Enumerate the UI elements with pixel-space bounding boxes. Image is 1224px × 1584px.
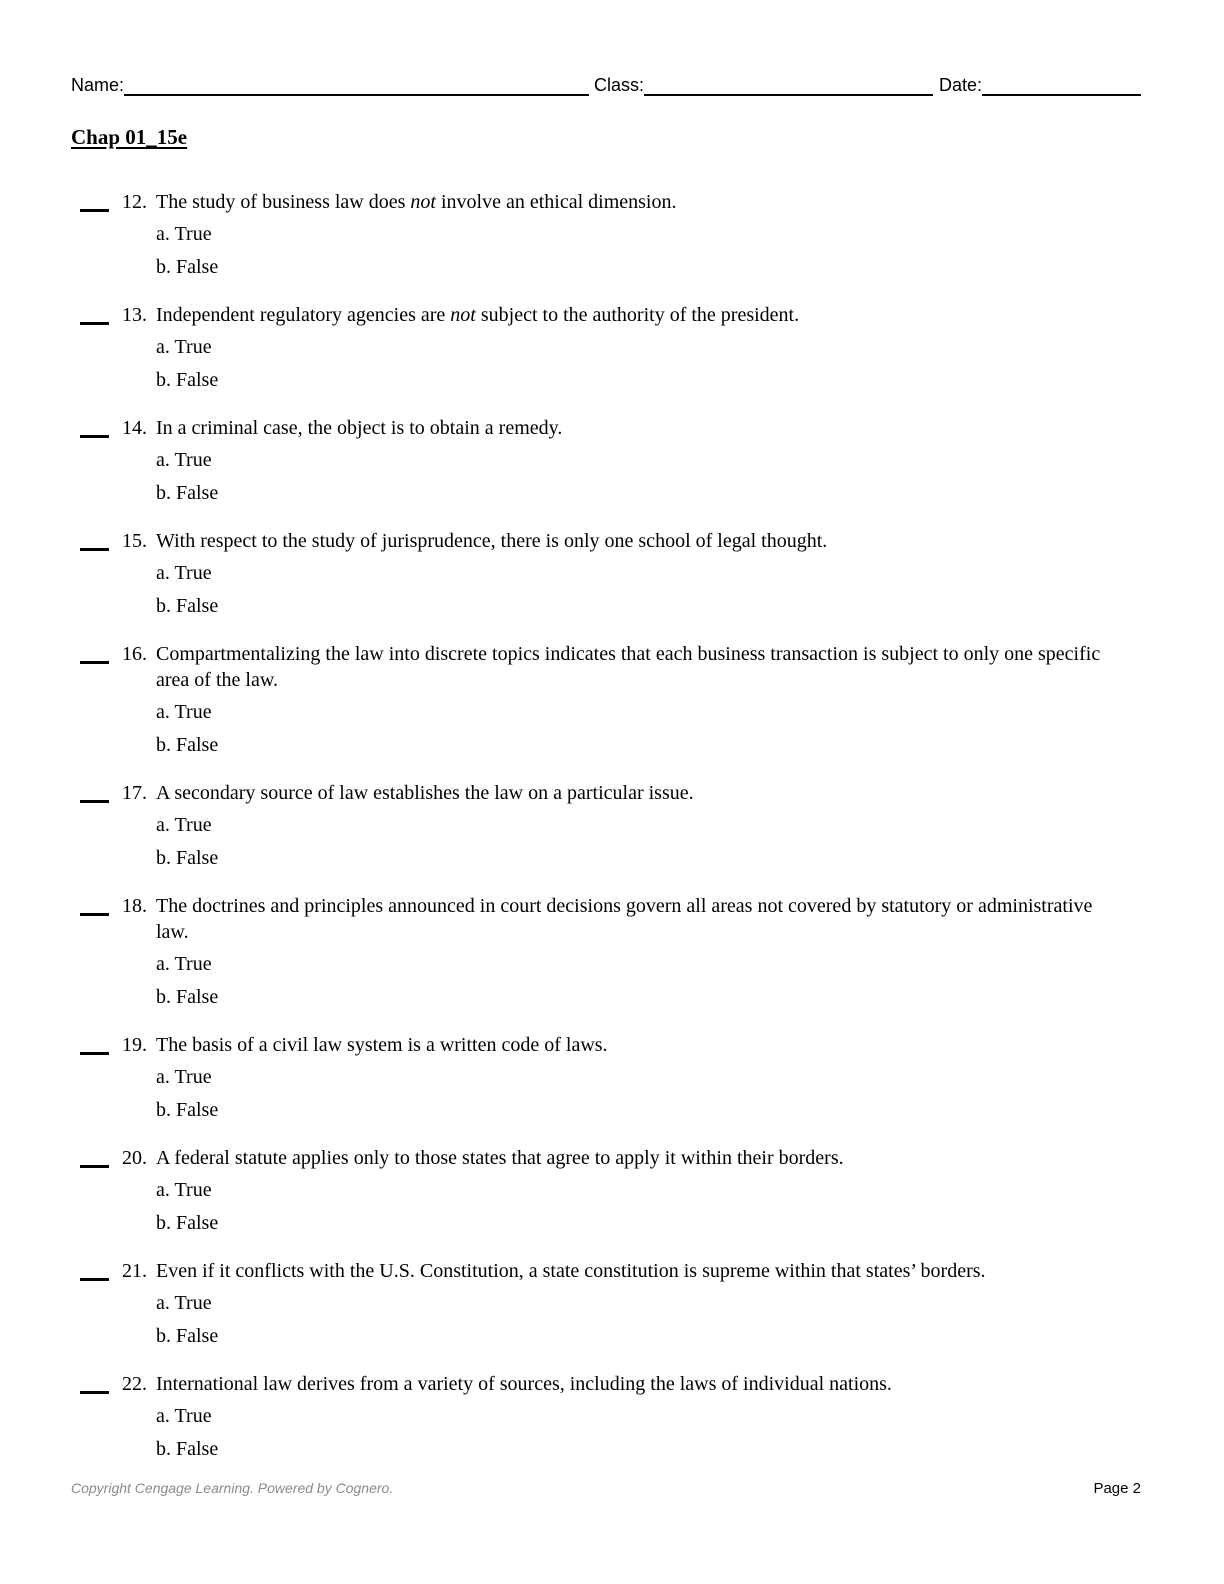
- question-item: [0, 1032, 1224, 1123]
- question-number: 18.: [122, 895, 147, 917]
- question-stem: [122, 528, 1114, 554]
- question-item: [0, 528, 1224, 619]
- question-number: 12.: [122, 191, 147, 213]
- choice-false: b. False: [156, 1438, 219, 1460]
- question-stem: [122, 1371, 1114, 1397]
- choice-true: a. True: [156, 449, 212, 471]
- page-footer: [71, 1480, 1141, 1500]
- question-text-part: The basis of a civil law system is a written code of laws.: [156, 1034, 608, 1056]
- question-item: [0, 1258, 1224, 1349]
- question-item: [0, 641, 1224, 758]
- question-text: [122, 1371, 1114, 1397]
- name-label: Name:: [71, 75, 125, 95]
- answer-blank[interactable]: [80, 1278, 109, 1281]
- question-list: [0, 189, 1224, 1484]
- question-number: 15.: [122, 530, 147, 552]
- question-text-part: International law derives from a variety of sources, including the laws of individual nations.: [156, 1373, 892, 1395]
- choice-false: b. False: [156, 369, 219, 391]
- answer-blank[interactable]: [80, 800, 109, 803]
- question-text-part: In a criminal case, the object is to obtain a remedy.: [156, 417, 563, 439]
- page-number: Page 2: [1093, 1480, 1141, 1497]
- question-text-emphasis: not: [450, 304, 476, 326]
- choice-true: a. True: [156, 336, 212, 358]
- question-item: [0, 415, 1224, 506]
- answer-blank[interactable]: [80, 1052, 109, 1055]
- question-text: [122, 528, 1114, 554]
- choice-false: b. False: [156, 595, 219, 617]
- question-text-part: A federal statute applies only to those states that agree to apply it within their borders.: [156, 1147, 844, 1169]
- choice-false: b. False: [156, 847, 219, 869]
- choice-false: b. False: [156, 1325, 219, 1347]
- question-item: [0, 189, 1224, 280]
- answer-blank[interactable]: [80, 1165, 109, 1168]
- answer-blank[interactable]: [80, 548, 109, 551]
- question-item: [0, 1371, 1224, 1462]
- question-text: [122, 415, 1114, 441]
- choice-true: a. True: [156, 1292, 212, 1314]
- question-text-part: With respect to the study of jurisprudence, there is only one school of legal thought.: [156, 530, 828, 552]
- class-line[interactable]: [644, 72, 933, 96]
- choice-true: a. True: [156, 953, 212, 975]
- question-item: [0, 780, 1224, 871]
- answer-blank[interactable]: [80, 913, 109, 916]
- choice-false: b. False: [156, 482, 219, 504]
- question-text: [122, 1258, 1114, 1284]
- choice-false: b. False: [156, 256, 219, 278]
- question-item: [0, 1145, 1224, 1236]
- choice-false: b. False: [156, 734, 219, 756]
- question-text: [122, 893, 1114, 945]
- name-field[interactable]: [71, 72, 589, 96]
- question-text-part: The study of business law does: [156, 191, 411, 213]
- question-text-part: subject to the authority of the president.: [475, 304, 800, 326]
- student-info-header: [71, 72, 1141, 98]
- question-stem: [122, 189, 1114, 215]
- choice-true: a. True: [156, 814, 212, 836]
- date-line[interactable]: [982, 72, 1141, 96]
- answer-blank[interactable]: [80, 435, 109, 438]
- answer-blank[interactable]: [80, 322, 109, 325]
- question-stem: [122, 1145, 1114, 1171]
- choice-false: b. False: [156, 1099, 219, 1121]
- question-text: [122, 1145, 1114, 1171]
- class-field[interactable]: [594, 72, 933, 96]
- question-number: 13.: [122, 304, 147, 326]
- question-item: [0, 302, 1224, 393]
- question-text: [122, 641, 1114, 693]
- name-line[interactable]: [124, 72, 589, 96]
- question-text-part: Even if it conflicts with the U.S. Constitution, a state constitution is supreme within that states’ borders.: [156, 1260, 986, 1282]
- question-text-part: A secondary source of law establishes the law on a particular issue.: [156, 782, 694, 804]
- choice-true: a. True: [156, 1405, 212, 1427]
- date-field[interactable]: [939, 72, 1141, 96]
- question-item: [0, 893, 1224, 1010]
- answer-blank[interactable]: [80, 661, 109, 664]
- choice-false: b. False: [156, 1212, 219, 1234]
- question-text-emphasis: not: [410, 191, 436, 213]
- class-label: Class:: [594, 75, 645, 95]
- question-text-part: Independent regulatory agencies are: [156, 304, 451, 326]
- question-text: [122, 189, 1114, 215]
- answer-blank[interactable]: [80, 1391, 109, 1394]
- question-stem: [122, 641, 1114, 693]
- copyright-notice: Copyright Cengage Learning. Powered by Cognero.: [71, 1480, 394, 1496]
- choice-false: b. False: [156, 986, 219, 1008]
- question-number: 22.: [122, 1373, 147, 1395]
- question-text: [122, 302, 1114, 328]
- question-number: 20.: [122, 1147, 147, 1169]
- answer-blank[interactable]: [80, 209, 109, 212]
- question-text-part: Compartmentalizing the law into discrete topics indicates that each business transaction is subject to only one specific area of the law.: [156, 643, 1101, 691]
- date-label: Date:: [939, 75, 983, 95]
- question-stem: [122, 302, 1114, 328]
- question-text: [122, 780, 1114, 806]
- question-number: 17.: [122, 782, 147, 804]
- choice-true: a. True: [156, 1179, 212, 1201]
- choice-true: a. True: [156, 1066, 212, 1088]
- question-stem: [122, 780, 1114, 806]
- question-text: [122, 1032, 1114, 1058]
- question-stem: [122, 415, 1114, 441]
- question-number: 14.: [122, 417, 147, 439]
- chapter-title: Chap 01_15e: [71, 125, 188, 149]
- choice-true: a. True: [156, 701, 212, 723]
- question-stem: [122, 893, 1114, 945]
- question-number: 19.: [122, 1034, 147, 1056]
- question-stem: [122, 1258, 1114, 1284]
- choice-true: a. True: [156, 223, 212, 245]
- question-stem: [122, 1032, 1114, 1058]
- choice-true: a. True: [156, 562, 212, 584]
- question-number: 21.: [122, 1260, 147, 1282]
- question-text-part: involve an ethical dimension.: [435, 191, 677, 213]
- question-text-part: The doctrines and principles announced in court decisions govern all areas not covered by statutory or administrative law.: [156, 895, 1093, 943]
- question-number: 16.: [122, 643, 147, 665]
